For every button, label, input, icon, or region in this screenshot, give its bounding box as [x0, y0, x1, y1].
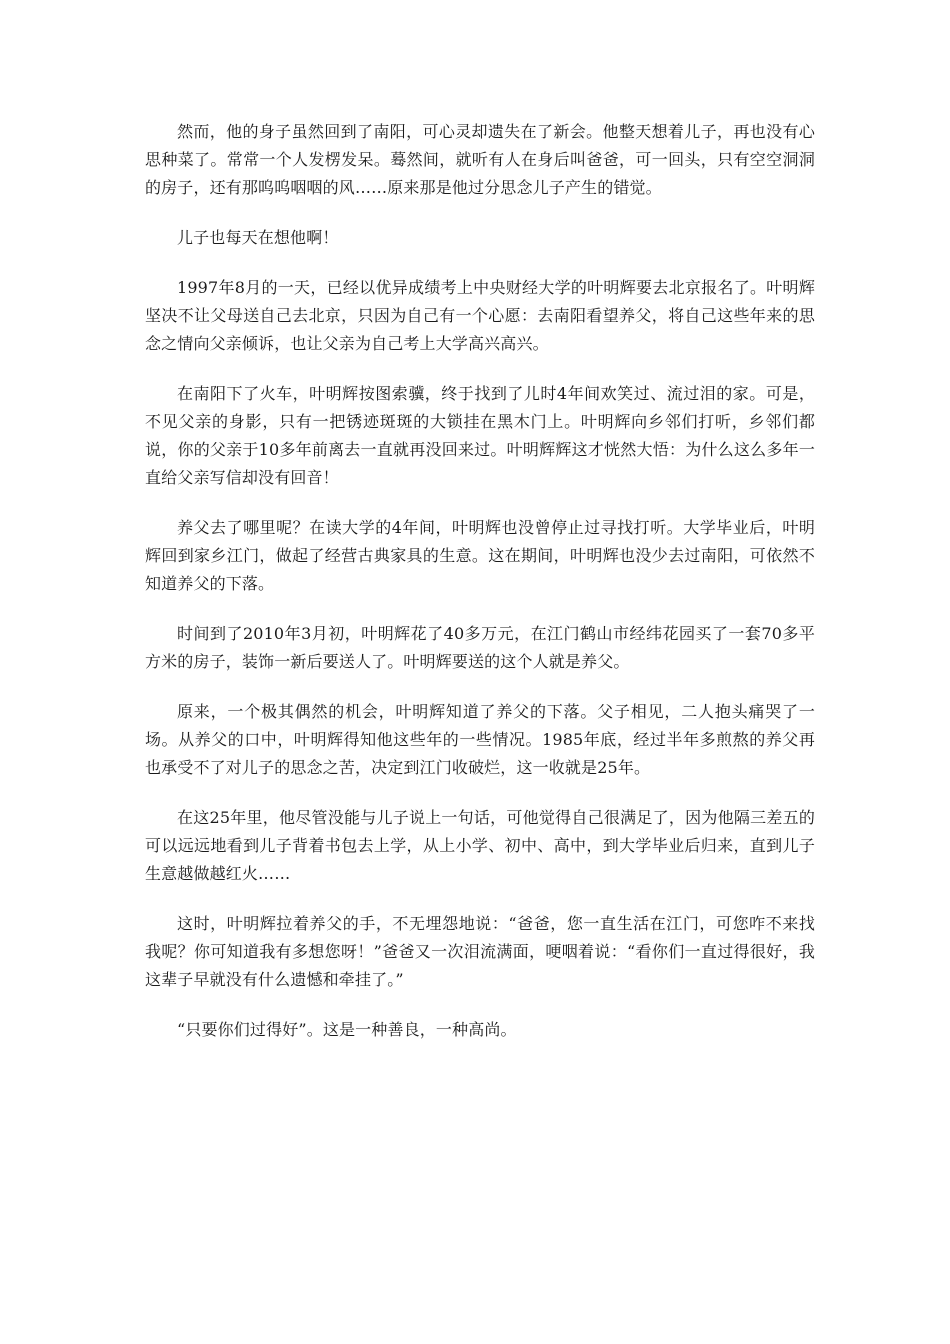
paragraph-6: 时间到了2010年3月初，叶明辉花了40多万元，在江门鹤山市经纬花园买了一套70多平方米的房子，装饰一新后要送人了。叶明辉要送的这个人就是养父。	[145, 624, 815, 671]
paragraph-5: 养父去了哪里呢？在读大学的4年间，叶明辉也没曾停止过寻找打听。大学毕业后，叶明辉回到家乡江门，做起了经营古典家具的生意。这在期间，叶明辉也没少去过南阳，可依然不知道养父的下落。	[145, 518, 815, 593]
paragraph-10: “只要你们过得好”。这是一种善良，一种高尚。	[177, 1020, 517, 1039]
article-body	[145, 118, 815, 1066]
paragraph-9: 这时，叶明辉拉着养父的手，不无埋怨地说：“爸爸，您一直生活在江门，可您咋不来找我呢？你可知道我有多想您呀！”爸爸又一次泪流满面，哽咽着说：“看你们一直过得很好，我这辈子早就没有什么遗憾和牵挂了。”	[145, 914, 815, 989]
paragraph-7: 原来，一个极其偶然的机会，叶明辉知道了养父的下落。父子相见，二人抱头痛哭了一场。从养父的口中，叶明辉得知他这些年的一些情况。1985年底，经过半年多煎熬的养父再也承受不了对儿子的思念之苦，决定到江门收破烂，这一收就是25年。	[145, 702, 815, 777]
paragraph-1: 然而，他的身子虽然回到了南阳，可心灵却遗失在了新会。他整天想着儿子，再也没有心思种菜了。常常一个人发楞发呆。蓦然间，就听有人在身后叫爸爸，可一回头，只有空空洞洞的房子，还有那呜呜咽咽的风……原来那是他过分思念儿子产生的错觉。	[145, 122, 815, 197]
paragraph-3: 1997年8月的一天，已经以优异成绩考上中央财经大学的叶明辉要去北京报名了。叶明辉坚决不让父母送自己去北京，只因为自己有一个心愿：去南阳看望养父，将自己这些年来的思念之情向父亲倾诉，也让父亲为自己考上大学高兴高兴。	[145, 278, 815, 353]
paragraph-4: 在南阳下了火车，叶明辉按图索骥，终于找到了儿时4年间欢笑过、流过泪的家。可是，不见父亲的身影，只有一把锈迹斑斑的大锁挂在黑木门上。叶明辉向乡邻们打听，乡邻们都说，你的父亲于10多年前离去一直就再没回来过。叶明辉辉这才恍然大悟：为什么这么多年一直给父亲写信却没有回音！	[145, 384, 815, 487]
paragraph-8: 在这25年里，他尽管没能与儿子说上一句话，可他觉得自己很满足了，因为他隔三差五的可以远远地看到儿子背着书包去上学，从上小学、初中、高中，到大学毕业后归来，直到儿子生意越做越红火……	[145, 808, 815, 883]
paragraph-2: 儿子也每天在想他啊！	[177, 228, 339, 247]
